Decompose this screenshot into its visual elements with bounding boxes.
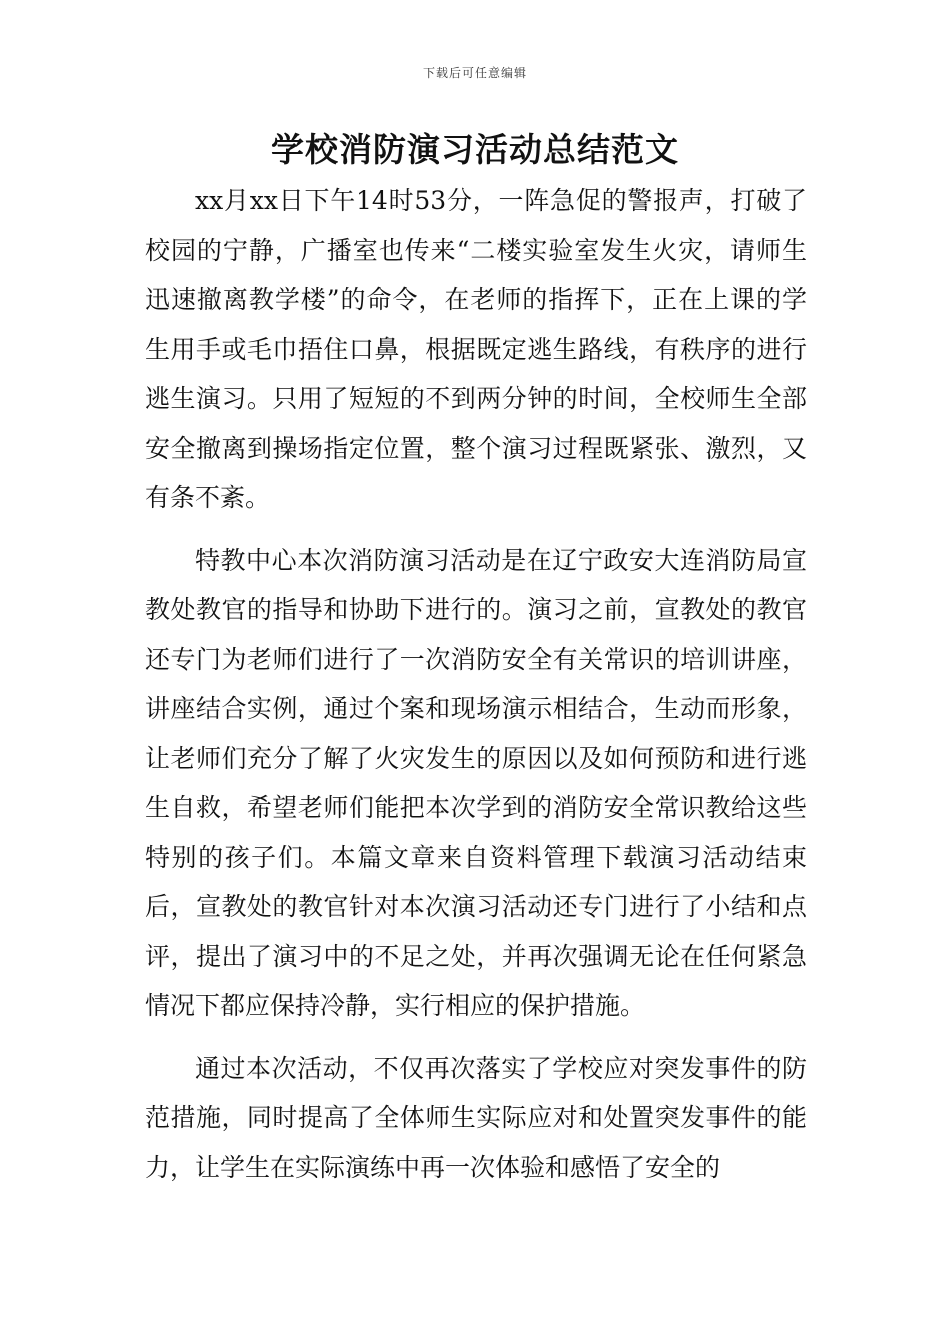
paragraph-1: xx月xx日下午14时53分，一阵急促的警报声，打破了校园的宁静，广播室也传来“二楼实验室发生火灾，请师生迅速撤离教学楼”的命令，在老师的指挥下，正在上课的学生用手或毛巾捂住口鼻，根据既定逃生路线，有秩序的进行逃生演习。只用了短短的不到两分钟的时间，全校师生全部安全撤离到操场指定位置，整个演习过程既紧张、激烈，又有条不紊。	[145, 186, 807, 512]
document-body	[145, 176, 807, 1205]
document-title: 学校消防演习活动总结范文	[271, 130, 679, 169]
paragraph-2: 特教中心本次消防演习活动是在辽宁政安大连消防局宣教处教官的指导和协助下进行的。演习之前，宣教处的教官还专门为老师们进行了一次消防安全有关常识的培训讲座，讲座结合实例，通过个案和现场演示相结合，生动而形象，让老师们充分了解了火灾发生的原因以及如何预防和进行逃生自救，希望老师们能把本次学到的消防安全常识教给这些特别的孩子们。本篇文章来自资料管理下载演习活动结束后，宣教处的教官针对本次演习活动还专门进行了小结和点评，提出了演习中的不足之处，并再次强调无论在任何紧急情况下都应保持冷静，实行相应的保护措施。	[145, 545, 807, 1020]
header-note: 下载后可任意编辑	[422, 66, 527, 80]
paragraph-3: 通过本次活动，不仅再次落实了学校应对突发事件的防范措施，同时提高了全体师生实际应对和处置突发事件的能力，让学生在实际演练中再一次体验和感悟了安全的	[145, 1053, 807, 1182]
